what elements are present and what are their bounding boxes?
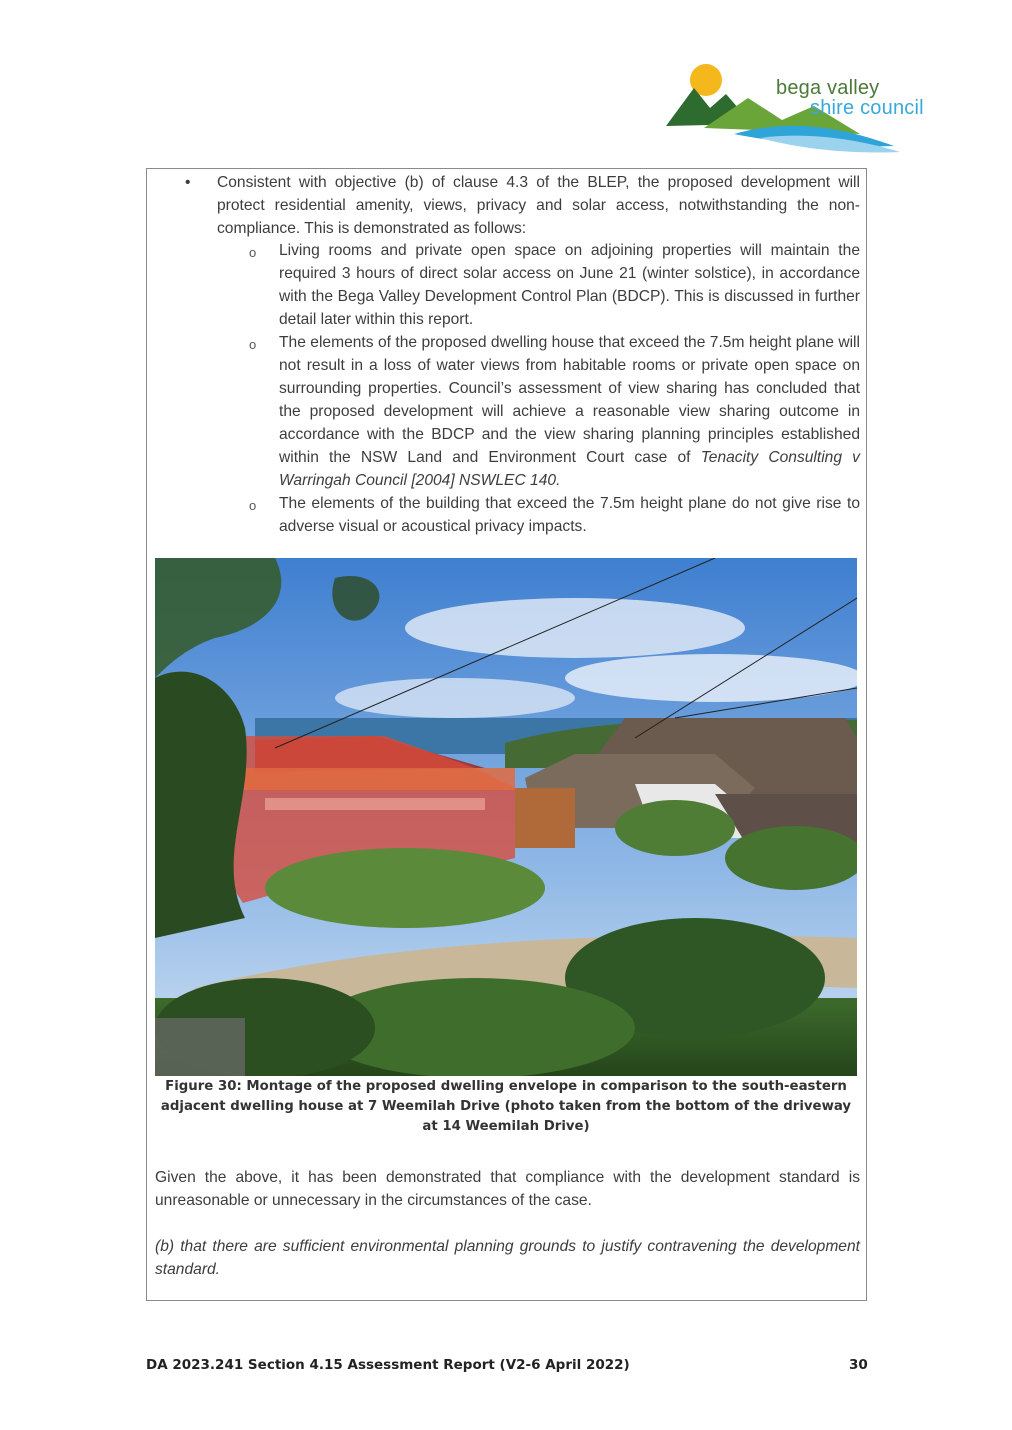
sub-bullet-marker: o xyxy=(249,245,257,260)
logo-wordmark xyxy=(776,78,924,118)
sub-item-view-sharing xyxy=(279,331,860,492)
case-citation: Tenacity Consulting v Warringah Council [2004] NSWLEC 140. xyxy=(279,449,860,489)
sub-item-solar-access: Living rooms and private open space on adjoining properties will maintain the required 3 hours of direct solar access on June 21 (winter solstice), in accordance with the Bega Valley Development Control Plan (BDCP). This is discussed in further detail later within this report. xyxy=(279,242,860,328)
sub-item-privacy: The elements of the building that exceed the 7.5m height plane do not give rise to adverse visual or acoustical privacy impacts. xyxy=(279,495,860,535)
footer-page-number: 30 xyxy=(849,1357,868,1373)
footer-report-title: DA 2023.241 Section 4.15 Assessment Report (V2-6 April 2022) xyxy=(146,1357,630,1373)
logo-line-2: shire council xyxy=(810,97,924,119)
content-frame xyxy=(146,168,867,1301)
sub-bullet-marker: o xyxy=(249,337,257,352)
clause-b-paragraph: (b) that there are sufficient environmental planning grounds to justify contravening the development standard. xyxy=(155,1238,860,1278)
intro-paragraph: Consistent with objective (b) of clause 4.3 of the BLEP, the proposed development will protect residential amenity, views, privacy and solar access, notwithstanding the non-compliance. This is demonstrated as follows: xyxy=(217,174,860,237)
bullet-marker: • xyxy=(185,174,191,191)
view-sharing-text: The elements of the proposed dwelling house that exceed the 7.5m height plane will not result in a loss of water views from habitable rooms or private open space on surrounding properties. Council’s assessment of view sharing has concluded that the proposed development will achieve a reasonable view sharing outcome in accordance with the BDCP and the view sharing planning principles established within the NSW Land and Environment Court case of xyxy=(279,334,860,466)
montage-illustration xyxy=(155,558,857,1076)
logo-line-1: bega valley xyxy=(776,77,880,99)
conclusion-paragraph: Given the above, it has been demonstrated that compliance with the development standard is unreasonable or unnecessary in the circumstances of the case. xyxy=(155,1169,860,1209)
figure-caption: Figure 30: Montage of the proposed dwelling envelope in comparison to the south-eastern adjacent dwelling house at 7 Weemilah Drive (photo taken from the bottom of the driveway at 14 Weemilah Drive) xyxy=(160,1079,852,1134)
council-logo xyxy=(664,62,940,154)
sub-bullet-marker: o xyxy=(249,498,257,513)
figure-photo-montage xyxy=(155,558,857,1076)
